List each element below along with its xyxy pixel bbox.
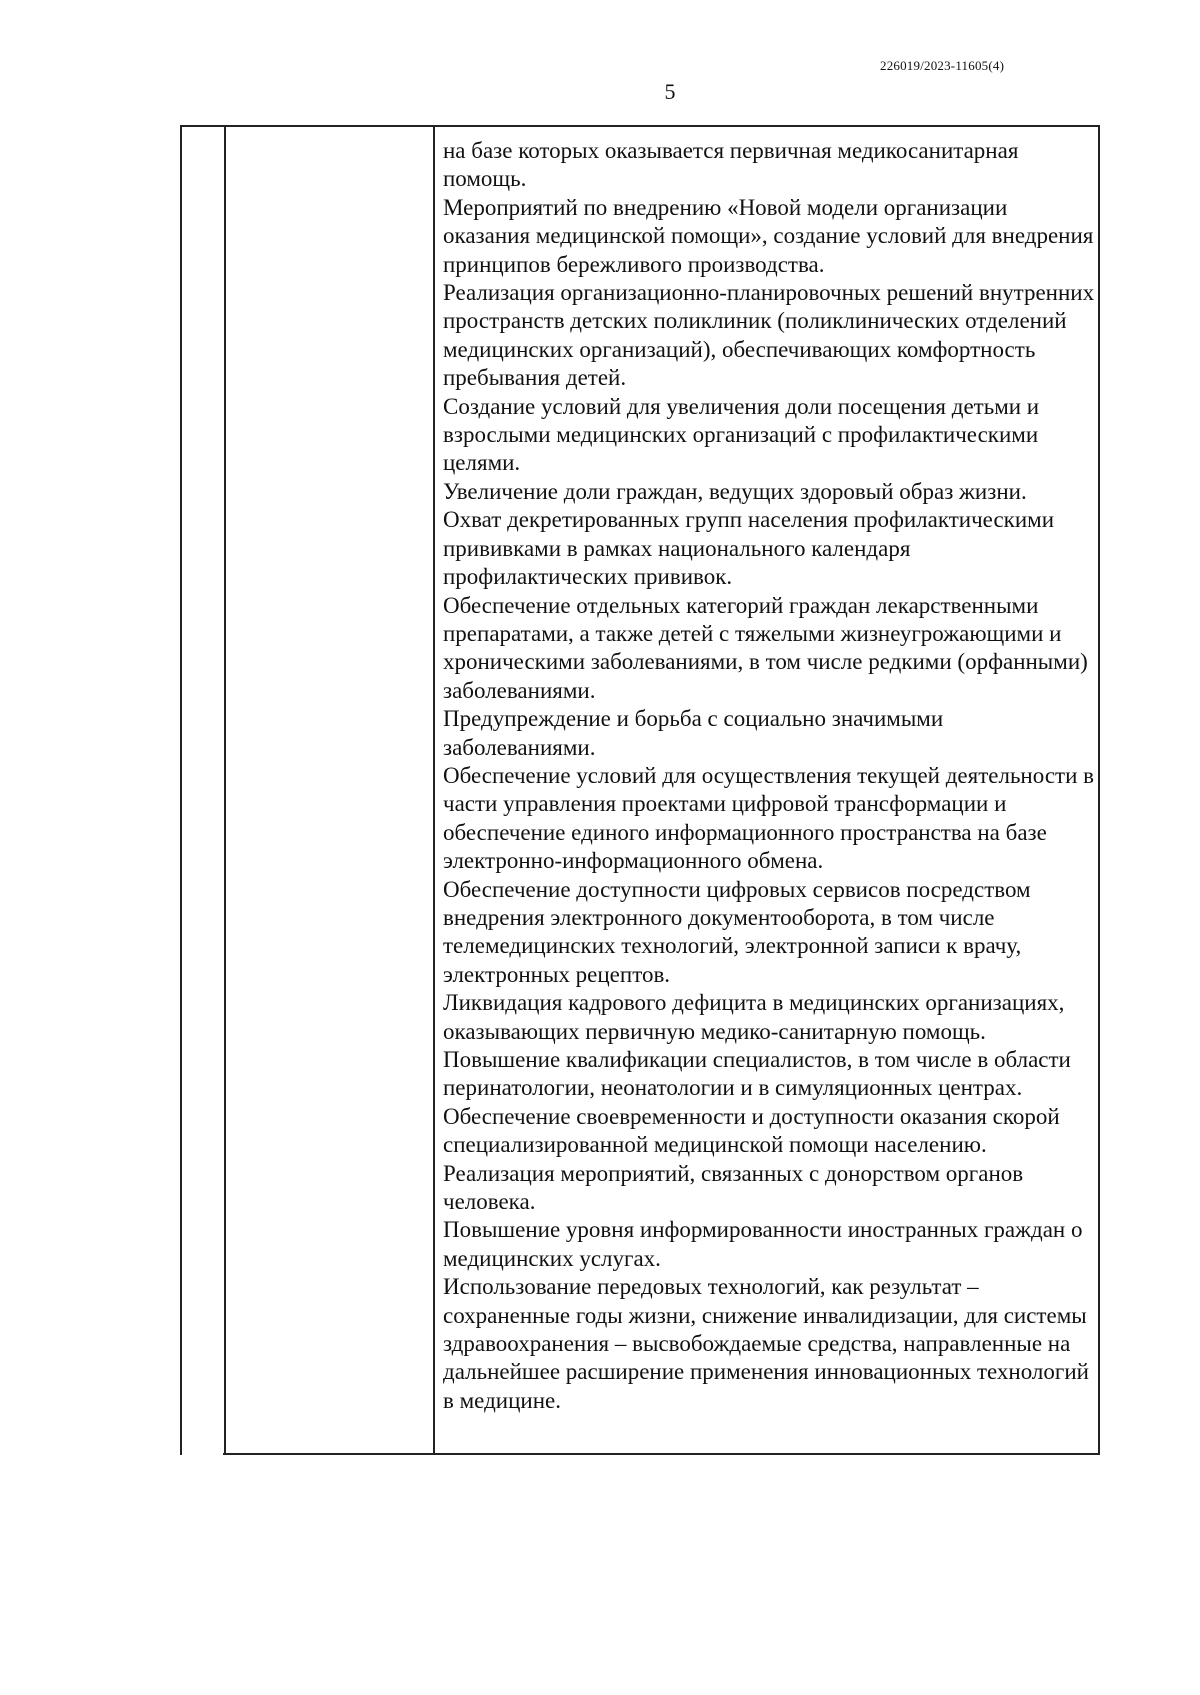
paragraph-emergency-care: Обеспечение своевременности и доступности оказания скорой специализированной медицинской помощи населению.	[443, 1103, 1060, 1158]
paragraph-primary-care-base: на базе которых оказывается первичная медикосанитарная помощь.	[443, 138, 1019, 192]
table-text-cell	[443, 137, 1095, 1415]
paragraph-vaccination-coverage: Охват декретированных групп населения профилактическими прививками в рамках национального календаря профилактических прививок.	[443, 507, 1055, 590]
paragraph-digital-services: Обеспечение доступности цифровых сервисов посредством внедрения электронного документооборота, в том числе телемедицинских технологий, электронной записи к врачу, электронных рецептов.	[443, 876, 1031, 987]
table-bottom-border	[223, 1453, 1100, 1455]
paragraph-organ-donation: Реализация мероприятий, связанных с донорством органов человека.	[443, 1160, 1024, 1215]
paragraph-planning-solutions: Реализация организационно-планировочных решений внутренних пространств детских поликлиник (поликлинических отделений медицинских организаций), обеспечивающих комфортность пребывания детей.	[443, 280, 1095, 391]
paragraph-staff-shortage: Ликвидация кадрового дефицита в медицинских организациях, оказывающих первичную медико-санитарную помощь.	[443, 990, 1065, 1044]
paragraph-qualification: Повышение квалификации специалистов, в том числе в области перинатологии, неонатологии и в симуляционных центрах.	[443, 1047, 1071, 1101]
paragraph-foreign-citizens: Повышение уровня информированности иностранных граждан о медицинских услугах.	[443, 1217, 1083, 1271]
paragraph-healthy-lifestyle: Увеличение доли граждан, ведущих здоровый образ жизни.	[443, 478, 1027, 504]
paragraph-advanced-technologies: Использование передовых технологий, как результат – сохраненные годы жизни, снижение инвалидизации, для системы здравоохранения – высвобождаемые средства, направленные на дальнейшее расширение применения инновационных технологий в медицине.	[443, 1274, 1089, 1413]
paragraph-socially-significant-diseases: Предупреждение и борьба с социально значимыми заболеваниями.	[443, 706, 944, 760]
content-table	[180, 125, 1100, 1455]
table-column-divider-1	[224, 127, 226, 1455]
paragraph-preventive-visits: Создание условий для увеличения доли посещения детьми и взрослыми медицинских организаций с профилактическими целями.	[443, 393, 1040, 476]
paragraph-digital-transformation: Обеспечение условий для осуществления текущей деятельности в части управления проектами цифровой трансформации и обеспечение единого информационного пространства на базе электронно-информационного обмена.	[443, 762, 1094, 874]
paragraph-drug-provision: Обеспечение отдельных категорий граждан лекарственными препаратами, а также детей с тяжелыми жизнеугрожающими и хроническими заболеваниями, в том числе редкими (орфанными) заболеваниями.	[443, 592, 1088, 703]
document-registration-number: 226019/2023-11605(4)	[880, 58, 1005, 73]
paragraph-new-model: Мероприятий по внедрению «Новой модели организации оказания медицинской помощи», создание условий для внедрения принципов бережливого производства.	[443, 194, 1094, 277]
page-number: 5	[664, 79, 676, 104]
table-column-divider-2	[433, 127, 435, 1455]
